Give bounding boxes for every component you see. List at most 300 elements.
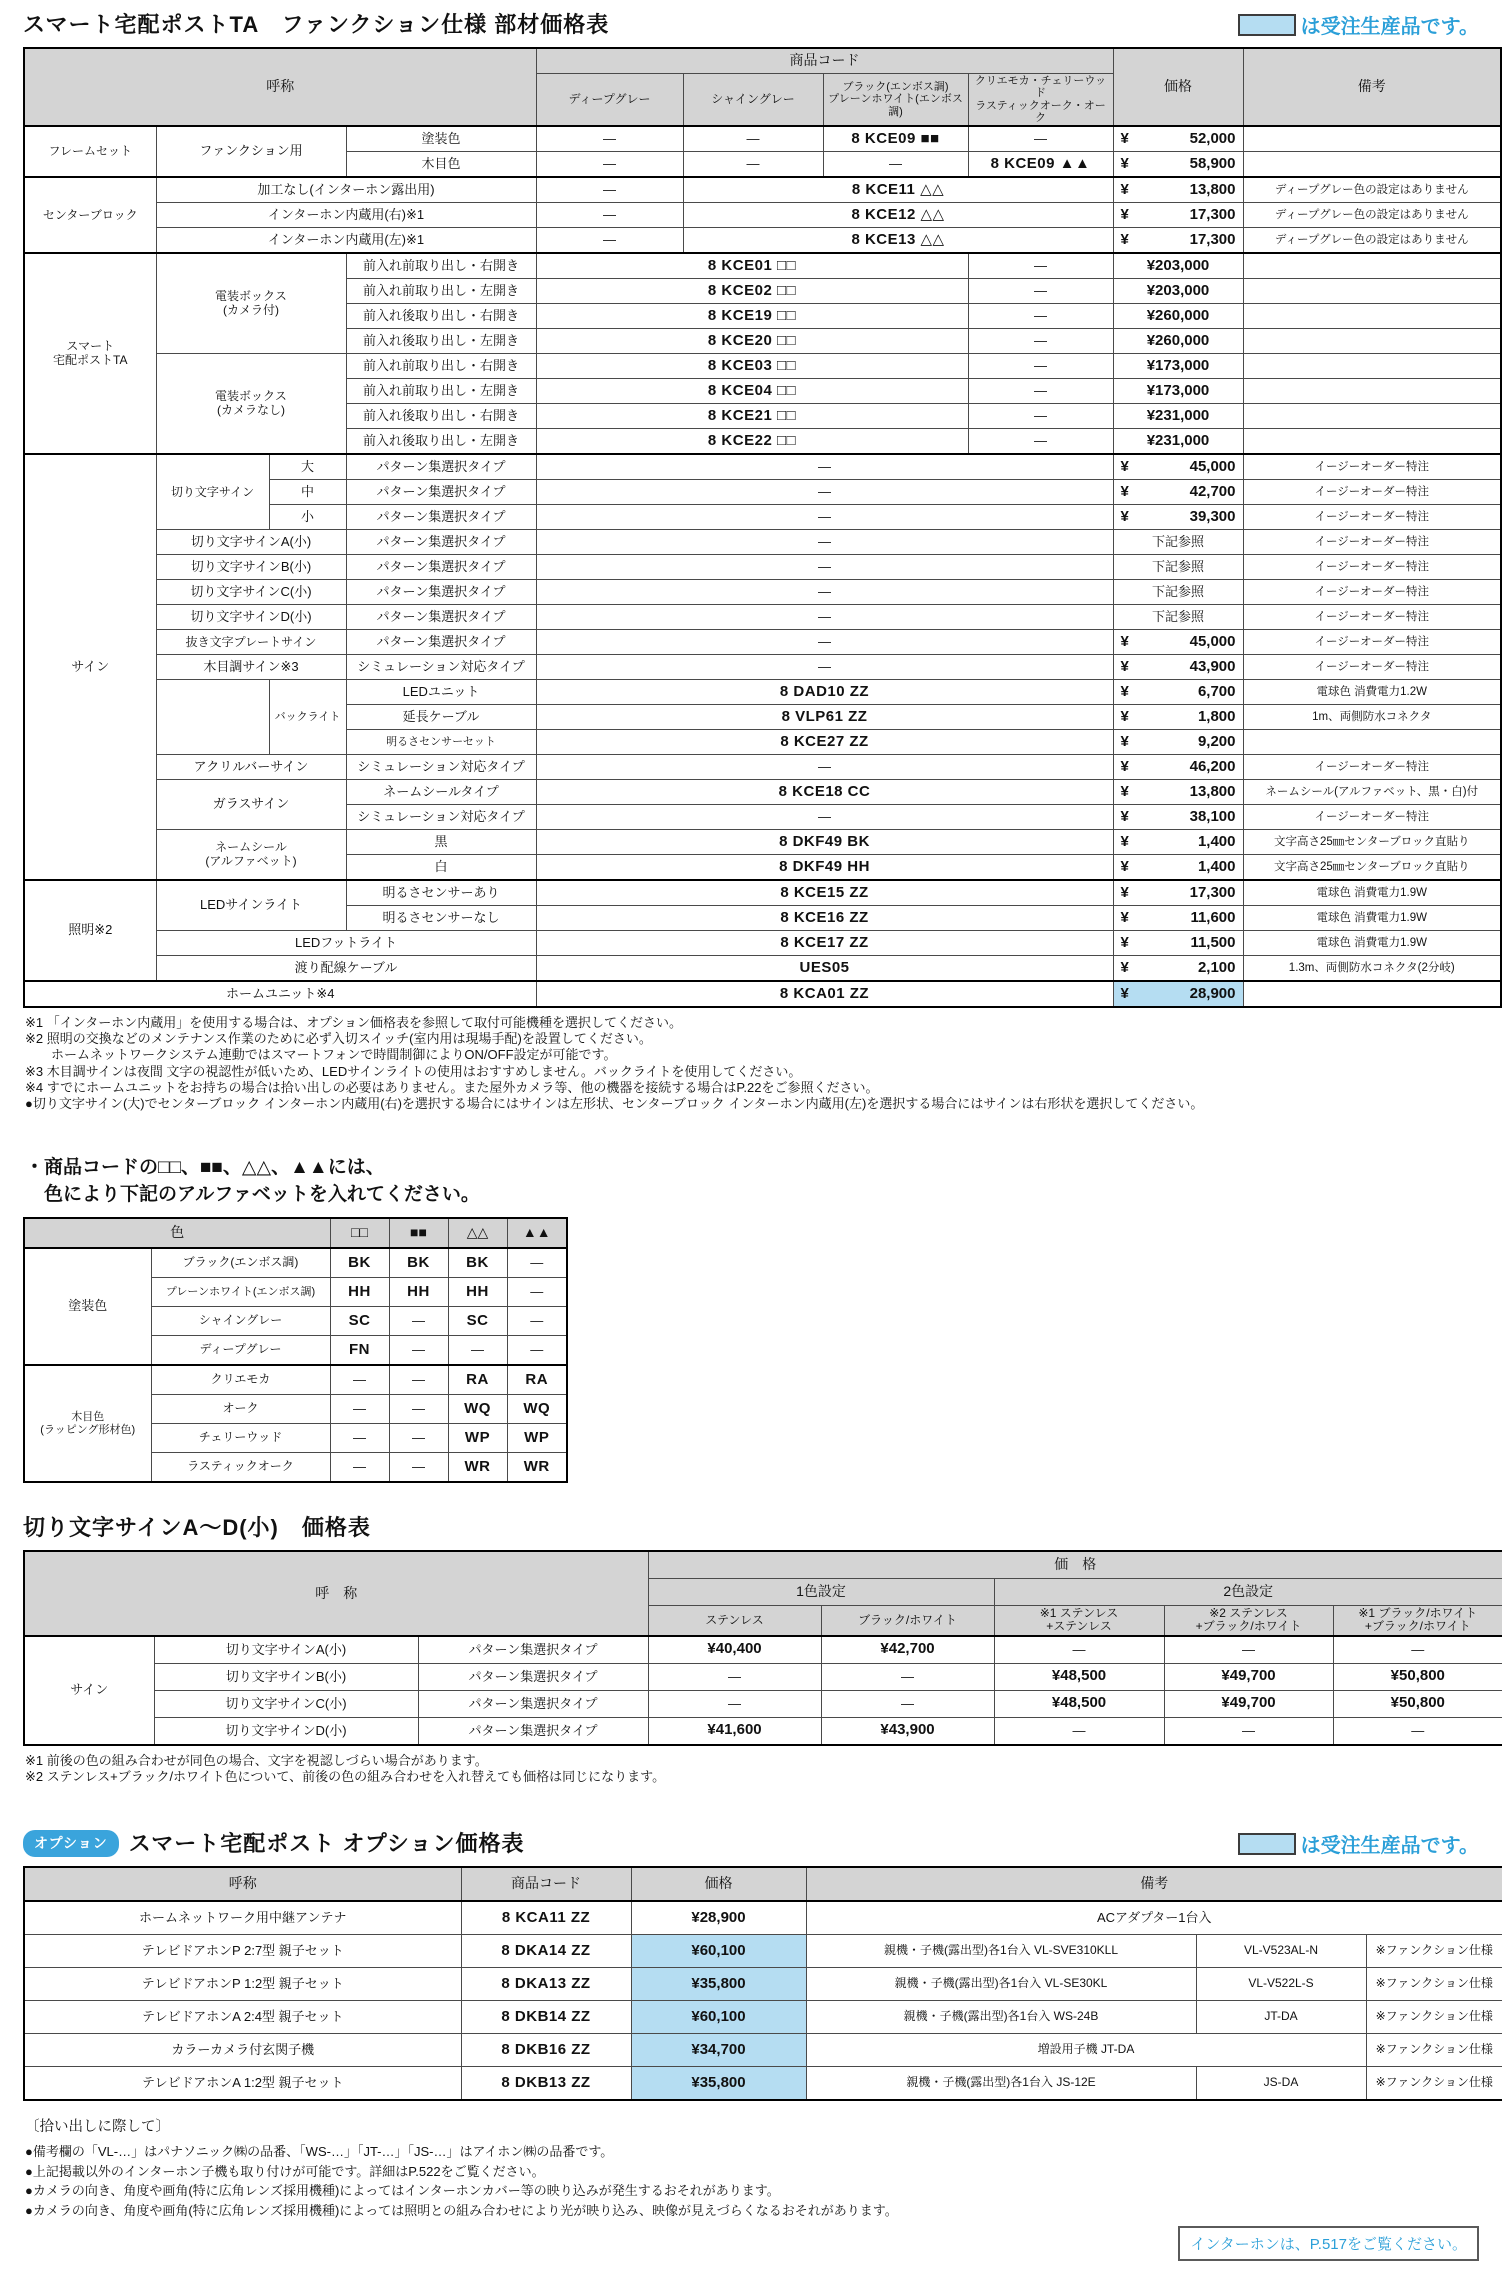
table-row bbox=[24, 755, 1501, 780]
table-cell: RA bbox=[507, 1365, 567, 1395]
table-cell: — bbox=[648, 1663, 821, 1690]
table-cell: パターン集選択タイプ bbox=[346, 505, 536, 530]
table-cell bbox=[1243, 981, 1501, 1007]
table-cell: ¥ 45,000 bbox=[1113, 454, 1243, 480]
table-row bbox=[24, 555, 1501, 580]
sign-price-table bbox=[23, 1550, 1502, 1746]
footnote-line: ※2 照明の交換などのメンテナンス作業のために必ず入切スイッチ(室内用は現場手配)を設置してください。 bbox=[25, 1031, 652, 1047]
table-cell bbox=[1243, 404, 1501, 429]
table-cell: — bbox=[536, 126, 683, 152]
parts-price-table bbox=[23, 47, 1502, 1008]
table-cell: ¥35,800 bbox=[631, 1968, 806, 2001]
table-row bbox=[24, 228, 1501, 254]
table-cell: ¥231,000 bbox=[1113, 404, 1243, 429]
table-cell: ファンクション用 bbox=[156, 126, 346, 177]
table-row bbox=[24, 1218, 567, 1248]
table-cell: 木目色 (ラッピング形材色) bbox=[24, 1365, 151, 1482]
table-cell: 8 KCE15 ZZ bbox=[536, 880, 1113, 906]
table-cell: WR bbox=[507, 1453, 567, 1483]
table-cell: ※ファンクション仕様 bbox=[1366, 2067, 1502, 2101]
table-cell: HH bbox=[448, 1278, 507, 1307]
table-cell: サイン bbox=[24, 1636, 154, 1745]
table-cell: 8 KCE02 □□ bbox=[536, 279, 968, 304]
table-cell: LEDフットライト bbox=[156, 931, 536, 956]
table-cell: 8 KCE27 ZZ bbox=[536, 730, 1113, 755]
table-cell: 8 KCE22 □□ bbox=[536, 429, 968, 455]
table-header-cell: ■■ bbox=[389, 1218, 448, 1248]
table-cell: 8 VLP61 ZZ bbox=[536, 705, 1113, 730]
table-cell: 8 KCE04 □□ bbox=[536, 379, 968, 404]
table-cell: 8 DKF49 BK bbox=[536, 830, 1113, 855]
table-cell: ¥ 11,500 bbox=[1113, 931, 1243, 956]
table-header-cell: 価格 bbox=[1113, 48, 1243, 126]
table-row bbox=[24, 981, 1501, 1007]
table-cell: ¥ 39,300 bbox=[1113, 505, 1243, 530]
table-cell: ディープグレー色の設定はありません bbox=[1243, 203, 1501, 228]
table-cell: — bbox=[968, 354, 1113, 379]
table-cell: — bbox=[330, 1424, 389, 1453]
table-cell: — bbox=[389, 1453, 448, 1483]
table-cell: イージーオーダー特注 bbox=[1243, 805, 1501, 830]
table-cell: — bbox=[683, 126, 823, 152]
table-cell: センターブロック bbox=[24, 177, 156, 253]
table-cell: スマート 宅配ポストTA bbox=[24, 253, 156, 454]
table-cell bbox=[1243, 730, 1501, 755]
table-cell: — bbox=[330, 1395, 389, 1424]
table-cell: ¥ 45,000 bbox=[1113, 630, 1243, 655]
table-cell: JT-DA bbox=[1196, 2001, 1366, 2034]
table-cell: 木目色 bbox=[346, 152, 536, 178]
made-to-order-legend bbox=[1238, 1829, 1479, 1858]
table-cell: — bbox=[536, 480, 1113, 505]
table-header-cell: ディープグレー bbox=[536, 74, 683, 127]
table-header-cell: 商品コード bbox=[461, 1867, 631, 1901]
table-row bbox=[24, 580, 1501, 605]
table-cell: オーク bbox=[151, 1395, 330, 1424]
table-row bbox=[24, 1901, 1502, 1935]
table-row bbox=[24, 630, 1501, 655]
footnote-line: ※4 すでにホームユニットをお持ちの場合は拾い出しの必要はありません。また屋外カメラ等、他の機器を接続する場合はP.22をご参照ください。 bbox=[25, 1079, 879, 1095]
table-cell: ホームユニット※4 bbox=[24, 981, 536, 1007]
table-cell: 電装ボックス (カメラ付) bbox=[156, 253, 346, 354]
table-row bbox=[24, 48, 1501, 74]
table-cell: 電球色 消費電力1.9W bbox=[1243, 906, 1501, 931]
table-cell: ブラック(エンボス調) bbox=[151, 1248, 330, 1278]
table-cell: WR bbox=[448, 1453, 507, 1483]
table-cell: 8 KCE21 □□ bbox=[536, 404, 968, 429]
table-cell: イージーオーダー特注 bbox=[1243, 530, 1501, 555]
table-header-cell: 呼 称 bbox=[24, 1551, 648, 1636]
footnote-line: ※1 「インターホン内蔵用」を使用する場合は、オプション価格表を参照して取付可能機種を選択してください。 bbox=[25, 1015, 683, 1031]
table-cell: パターン集選択タイプ bbox=[346, 605, 536, 630]
table-cell: ¥ 17,300 bbox=[1113, 880, 1243, 906]
table-cell: 8 DKF49 HH bbox=[536, 855, 1113, 881]
table-cell: — bbox=[994, 1636, 1164, 1664]
option-title-text: スマート宅配ポスト オプション価格表 bbox=[128, 1831, 525, 1857]
table-cell: シミュレーション対応タイプ bbox=[346, 655, 536, 680]
table-cell: 下記参照 bbox=[1113, 555, 1243, 580]
table-cell: — bbox=[968, 429, 1113, 455]
table-cell: ¥48,500 bbox=[994, 1663, 1164, 1690]
table-cell: 8 KCE17 ZZ bbox=[536, 931, 1113, 956]
table-row bbox=[24, 1248, 567, 1278]
table-cell: — bbox=[968, 304, 1113, 329]
table-cell: 8 KCE09 ■■ bbox=[823, 126, 968, 152]
footnote-line: ホームネットワークシステム連動ではスマートフォンで時間制御によりON/OFF設定が可能です。 bbox=[25, 1047, 617, 1063]
table-cell: 前入れ前取り出し・右開き bbox=[346, 253, 536, 279]
table-cell: — bbox=[330, 1365, 389, 1395]
table-header-cell: 2色設定 bbox=[994, 1579, 1502, 1606]
table-cell: 文字高さ25㎜センターブロック直貼り bbox=[1243, 855, 1501, 881]
table-cell: — bbox=[507, 1336, 567, 1366]
table-cell: — bbox=[968, 379, 1113, 404]
table-row bbox=[24, 931, 1501, 956]
table-cell: ¥173,000 bbox=[1113, 354, 1243, 379]
table-cell: — bbox=[536, 630, 1113, 655]
table-cell: — bbox=[994, 1717, 1164, 1745]
table-header-cell: 価格 bbox=[631, 1867, 806, 1901]
table-cell: ¥231,000 bbox=[1113, 429, 1243, 455]
table-cell: イージーオーダー特注 bbox=[1243, 555, 1501, 580]
table-cell: 8 DKB16 ZZ bbox=[461, 2034, 631, 2067]
table-cell: — bbox=[536, 555, 1113, 580]
table-row bbox=[24, 253, 1501, 279]
table-cell: 切り文字サインC(小) bbox=[154, 1690, 418, 1717]
table-cell: — bbox=[1164, 1636, 1333, 1664]
table-cell: ¥ 52,000 bbox=[1113, 126, 1243, 152]
table-cell: 8 DKB13 ZZ bbox=[461, 2067, 631, 2101]
table-cell: ¥ 1,400 bbox=[1113, 830, 1243, 855]
table-row bbox=[24, 680, 1501, 705]
table-cell: ディープグレー色の設定はありません bbox=[1243, 177, 1501, 203]
table-cell: イージーオーダー特注 bbox=[1243, 605, 1501, 630]
table-cell: — bbox=[968, 404, 1113, 429]
table-cell: 電球色 消費電力1.2W bbox=[1243, 680, 1501, 705]
table-cell: 8 KCA01 ZZ bbox=[536, 981, 1113, 1007]
table-cell: RA bbox=[448, 1365, 507, 1395]
table-cell: 切り文字サインA(小) bbox=[154, 1636, 418, 1664]
table-cell: 8 KCE11 △△ bbox=[683, 177, 1113, 203]
table-cell: 明るさセンサーあり bbox=[346, 880, 536, 906]
table-cell: ¥35,800 bbox=[631, 2067, 806, 2101]
table-header-cell: 備考 bbox=[1243, 48, 1501, 126]
color-code-note bbox=[25, 1154, 1479, 1209]
table-row bbox=[24, 1663, 1502, 1690]
table-cell: ¥260,000 bbox=[1113, 304, 1243, 329]
table-cell: パターン集選択タイプ bbox=[418, 1663, 648, 1690]
table-cell: 明るさセンサーなし bbox=[346, 906, 536, 931]
table-cell: カラーカメラ付玄関子機 bbox=[24, 2034, 461, 2067]
footnote-line: ●カメラの向き、角度や画角(特に広角レンズ採用機種)によっては照明との組み合わせにより光が映り込み、映像が見えづらくなるおそれがあります。 bbox=[25, 2202, 898, 2218]
made-to-order-label: は受注生産品です。 bbox=[1300, 16, 1479, 38]
table-cell: ネームシールタイプ bbox=[346, 780, 536, 805]
table-cell: 下記参照 bbox=[1113, 530, 1243, 555]
table-cell: アクリルバーサイン bbox=[156, 755, 346, 780]
table-cell: 増設用子機 JT-DA bbox=[806, 2034, 1366, 2067]
table-cell: ¥260,000 bbox=[1113, 329, 1243, 354]
table-row bbox=[24, 1551, 1502, 1579]
table-cell bbox=[1243, 329, 1501, 354]
table-cell: — bbox=[389, 1307, 448, 1336]
table-cell: イージーオーダー特注 bbox=[1243, 454, 1501, 480]
table-cell: チェリーウッド bbox=[151, 1424, 330, 1453]
table-cell: — bbox=[507, 1248, 567, 1278]
table-cell: — bbox=[536, 805, 1113, 830]
table-cell: ¥203,000 bbox=[1113, 279, 1243, 304]
color-alphabet-table bbox=[23, 1217, 568, 1483]
table-cell: ¥ 13,800 bbox=[1113, 177, 1243, 203]
table-cell: BK bbox=[389, 1248, 448, 1278]
table-cell: ¥43,900 bbox=[821, 1717, 994, 1745]
table-cell: HH bbox=[389, 1278, 448, 1307]
table-cell: 親機・子機(露出型)各1台入 WS-24B bbox=[806, 2001, 1196, 2034]
table-header-cell: ※1 ステンレス +ステンレス bbox=[994, 1606, 1164, 1636]
table-cell: ネームシール(アルファベット、黒・白)付 bbox=[1243, 780, 1501, 805]
table-cell: ¥ 1,400 bbox=[1113, 855, 1243, 881]
table-cell: テレビドアホンP 1:2型 親子セット bbox=[24, 1968, 461, 2001]
table-cell bbox=[1243, 152, 1501, 178]
table-cell: — bbox=[507, 1307, 567, 1336]
table-cell: ¥42,700 bbox=[821, 1636, 994, 1664]
table-cell: 前入れ後取り出し・左開き bbox=[346, 329, 536, 354]
table-cell: 8 KCE20 □□ bbox=[536, 329, 968, 354]
footnote-line: ●備考欄の「VL-…」はパナソニック㈱の品番、「WS-…」「JT-…」「JS-…」はアイホン㈱の品番です。 bbox=[25, 2144, 614, 2160]
made-to-order-swatch bbox=[1238, 14, 1296, 36]
sign-table-footnotes bbox=[25, 1753, 1479, 1785]
table-cell: — bbox=[448, 1336, 507, 1366]
page-title: スマート宅配ポストTA ファンクション仕様 部材価格表 bbox=[23, 12, 610, 37]
table-cell: 8 KCA11 ZZ bbox=[461, 1901, 631, 1935]
table-cell: ¥ 6,700 bbox=[1113, 680, 1243, 705]
table-cell: — bbox=[536, 755, 1113, 780]
option-price-table bbox=[23, 1866, 1502, 2101]
table-row bbox=[24, 830, 1501, 855]
table-row bbox=[24, 177, 1501, 203]
table-cell: 1.3m、両側防水コネクタ(2分岐) bbox=[1243, 956, 1501, 982]
table-cell: ACアダプター1台入 bbox=[806, 1901, 1502, 1935]
table-row bbox=[24, 1968, 1502, 2001]
table-cell: ラスティックオーク bbox=[151, 1453, 330, 1483]
table-header-cell: ステンレス bbox=[648, 1606, 821, 1636]
table-row bbox=[24, 1365, 567, 1395]
table-cell: 電装ボックス (カメラなし) bbox=[156, 354, 346, 455]
table-header-cell: 色 bbox=[24, 1218, 330, 1248]
table-cell: パターン集選択タイプ bbox=[346, 454, 536, 480]
table-cell: 8 DKA13 ZZ bbox=[461, 1968, 631, 2001]
table-cell: — bbox=[536, 228, 683, 254]
table-cell: 切り文字サインD(小) bbox=[154, 1717, 418, 1745]
table-cell: 8 KCE16 ZZ bbox=[536, 906, 1113, 931]
table-cell: ※ファンクション仕様 bbox=[1366, 2001, 1502, 2034]
made-to-order-swatch bbox=[1238, 1833, 1296, 1855]
table-cell: 電球色 消費電力1.9W bbox=[1243, 931, 1501, 956]
table-cell: ¥ 17,300 bbox=[1113, 203, 1243, 228]
table-cell: — bbox=[389, 1365, 448, 1395]
table-cell: パターン集選択タイプ bbox=[346, 480, 536, 505]
table-cell: — bbox=[507, 1278, 567, 1307]
table-cell: BK bbox=[330, 1248, 389, 1278]
table-cell: — bbox=[968, 126, 1113, 152]
made-to-order-label: は受注生産品です。 bbox=[1300, 1835, 1479, 1858]
table-cell: ※ファンクション仕様 bbox=[1366, 1935, 1502, 1968]
table-cell: 下記参照 bbox=[1113, 580, 1243, 605]
table-cell: パターン集選択タイプ bbox=[346, 580, 536, 605]
table-cell: ¥ 46,200 bbox=[1113, 755, 1243, 780]
table-cell bbox=[1243, 429, 1501, 455]
table-cell: WQ bbox=[448, 1395, 507, 1424]
table-cell: ¥40,400 bbox=[648, 1636, 821, 1664]
footnote-line: ●カメラの向き、角度や画角(特に広角レンズ採用機種)によってはインターホンカバー等の映り込みが発生するおそれがあります。 bbox=[25, 2183, 780, 2199]
table-header-cell: 呼称 bbox=[24, 1867, 461, 1901]
pickup-notes bbox=[25, 2142, 1479, 2220]
table-cell: ¥50,800 bbox=[1333, 1690, 1502, 1717]
table-cell: テレビドアホンA 2:4型 親子セット bbox=[24, 2001, 461, 2034]
table-cell: シャイングレー bbox=[151, 1307, 330, 1336]
table-cell: ※ファンクション仕様 bbox=[1366, 1968, 1502, 2001]
table-cell: ¥ 1,800 bbox=[1113, 705, 1243, 730]
pickup-note-heading: 〔拾い出しに際して〕 bbox=[25, 2119, 170, 2136]
table-cell: ¥60,100 bbox=[631, 2001, 806, 2034]
table-cell: ¥50,800 bbox=[1333, 1663, 1502, 1690]
table-cell: WP bbox=[448, 1424, 507, 1453]
table-row bbox=[24, 530, 1501, 555]
table-cell: ¥41,600 bbox=[648, 1717, 821, 1745]
table-cell: パターン集選択タイプ bbox=[418, 1636, 648, 1664]
table-cell: — bbox=[648, 1690, 821, 1717]
parts-table-footnotes bbox=[25, 1015, 1479, 1112]
table-cell: ¥ 17,300 bbox=[1113, 228, 1243, 254]
table-cell: 前入れ後取り出し・右開き bbox=[346, 404, 536, 429]
table-cell: シミュレーション対応タイプ bbox=[346, 755, 536, 780]
table-cell: 塗装色 bbox=[346, 126, 536, 152]
table-row bbox=[24, 880, 1501, 906]
table-cell: HH bbox=[330, 1278, 389, 1307]
table-cell: 切り文字サインC(小) bbox=[156, 580, 346, 605]
table-cell: ¥ 42,700 bbox=[1113, 480, 1243, 505]
table-cell: ¥ 9,200 bbox=[1113, 730, 1243, 755]
table-cell: — bbox=[536, 580, 1113, 605]
table-cell: 延長ケーブル bbox=[346, 705, 536, 730]
table-header-cell: 呼称 bbox=[24, 48, 536, 126]
table-cell: ¥ 58,900 bbox=[1113, 152, 1243, 178]
table-cell: 中 bbox=[269, 480, 346, 505]
table-cell: 切り文字サインB(小) bbox=[156, 555, 346, 580]
table-cell: ¥49,700 bbox=[1164, 1663, 1333, 1690]
table-cell: ※ファンクション仕様 bbox=[1366, 2034, 1502, 2067]
table-cell: — bbox=[536, 505, 1113, 530]
table-cell: 8 KCE03 □□ bbox=[536, 354, 968, 379]
table-cell: ¥173,000 bbox=[1113, 379, 1243, 404]
table-cell: — bbox=[1164, 1717, 1333, 1745]
table-cell: 前入れ前取り出し・右開き bbox=[346, 354, 536, 379]
table-cell: ¥48,500 bbox=[994, 1690, 1164, 1717]
table-row bbox=[24, 1867, 1502, 1901]
table-cell: ネームシール (アルファベット) bbox=[156, 830, 346, 881]
table-cell: 8 KCE13 △△ bbox=[683, 228, 1113, 254]
table-cell: — bbox=[536, 177, 683, 203]
table-cell: 黒 bbox=[346, 830, 536, 855]
table-header-cell: ※2 ステンレス +ブラック/ホワイト bbox=[1164, 1606, 1333, 1636]
color-code-note-line: ・商品コードの□□、■■、△△、▲▲には、 bbox=[25, 1156, 385, 1178]
table-cell bbox=[156, 680, 269, 755]
table-header-cell: 備考 bbox=[806, 1867, 1502, 1901]
table-cell: 親機・子機(露出型)各1台入 VL-SE30KL bbox=[806, 1968, 1196, 2001]
table-cell: サイン bbox=[24, 454, 156, 880]
table-cell: パターン集選択タイプ bbox=[418, 1717, 648, 1745]
table-header-cell: ブラック/ホワイト bbox=[821, 1606, 994, 1636]
table-cell: パターン集選択タイプ bbox=[418, 1690, 648, 1717]
table-cell: 親機・子機(露出型)各1台入 JS-12E bbox=[806, 2067, 1196, 2101]
table-cell: JS-DA bbox=[1196, 2067, 1366, 2101]
footnote-line: ※3 木目調サインは夜間 文字の視認性が低いため、LEDサインライトの使用はおすすめしません。バックライトを使用してください。 bbox=[25, 1063, 802, 1079]
intercom-reference-wrap bbox=[23, 2226, 1479, 2261]
table-cell: イージーオーダー特注 bbox=[1243, 480, 1501, 505]
table-cell: 切り文字サイン bbox=[156, 454, 269, 530]
table-cell: ¥ 38,100 bbox=[1113, 805, 1243, 830]
table-cell: イージーオーダー特注 bbox=[1243, 580, 1501, 605]
page-header bbox=[23, 6, 1479, 47]
table-cell: 文字高さ25㎜センターブロック直貼り bbox=[1243, 830, 1501, 855]
option-title bbox=[23, 1827, 524, 1858]
table-cell: 照明※2 bbox=[24, 880, 156, 981]
table-cell: ¥ 11,600 bbox=[1113, 906, 1243, 931]
table-cell: ¥60,100 bbox=[631, 1935, 806, 1968]
color-code-note-line: 色により下記のアルファベットを入れてください。 bbox=[44, 1184, 480, 1206]
table-cell: WP bbox=[507, 1424, 567, 1453]
table-header-cell: シャイングレー bbox=[683, 74, 823, 127]
option-badge: オプション bbox=[23, 1830, 119, 1857]
table-cell: — bbox=[536, 203, 683, 228]
table-cell: 抜き文字プレートサイン bbox=[156, 630, 346, 655]
table-cell: 1m、両側防水コネクタ bbox=[1243, 705, 1501, 730]
table-cell: — bbox=[389, 1395, 448, 1424]
table-row bbox=[24, 126, 1501, 152]
table-cell: 白 bbox=[346, 855, 536, 881]
table-cell: 8 KCE01 □□ bbox=[536, 253, 968, 279]
table-cell: — bbox=[821, 1690, 994, 1717]
table-cell: ¥ 28,900 bbox=[1113, 981, 1243, 1007]
table-cell: FN bbox=[330, 1336, 389, 1366]
table-cell: — bbox=[536, 605, 1113, 630]
table-cell: — bbox=[821, 1663, 994, 1690]
table-cell: テレビドアホンP 2:7型 親子セット bbox=[24, 1935, 461, 1968]
table-cell: 明るさセンサーセット bbox=[346, 730, 536, 755]
table-cell: BK bbox=[448, 1248, 507, 1278]
table-row bbox=[24, 605, 1501, 630]
option-section-header bbox=[23, 1825, 1479, 1866]
table-row bbox=[24, 203, 1501, 228]
table-cell: イージーオーダー特注 bbox=[1243, 755, 1501, 780]
table-cell: ¥ 13,800 bbox=[1113, 780, 1243, 805]
table-cell: 下記参照 bbox=[1113, 605, 1243, 630]
footnote-line: ●切り文字サイン(大)でセンターブロック インターホン内蔵用(右)を選択する場合にはサインは左形状、センターブロック インターホン内蔵用(左)を選択する場合にはサインは右形状を選択してください。 bbox=[25, 1095, 1204, 1111]
table-cell: インターホン内蔵用(左)※1 bbox=[156, 228, 536, 254]
table-row bbox=[24, 2034, 1502, 2067]
table-cell: 木目調サイン※3 bbox=[156, 655, 346, 680]
table-row bbox=[24, 655, 1501, 680]
table-cell bbox=[1243, 379, 1501, 404]
table-cell: 8 KCE09 ▲▲ bbox=[968, 152, 1113, 178]
table-cell: 8 DAD10 ZZ bbox=[536, 680, 1113, 705]
table-cell: VL-V523AL-N bbox=[1196, 1935, 1366, 1968]
table-cell bbox=[1243, 304, 1501, 329]
table-cell: 前入れ後取り出し・右開き bbox=[346, 304, 536, 329]
table-cell: — bbox=[536, 530, 1113, 555]
intercom-reference-box: インターホンは、P.517をご覧ください。 bbox=[1178, 2226, 1479, 2261]
table-cell: UES05 bbox=[536, 956, 1113, 982]
table-header-cell: 1色設定 bbox=[648, 1579, 994, 1606]
table-cell: ¥28,900 bbox=[631, 1901, 806, 1935]
